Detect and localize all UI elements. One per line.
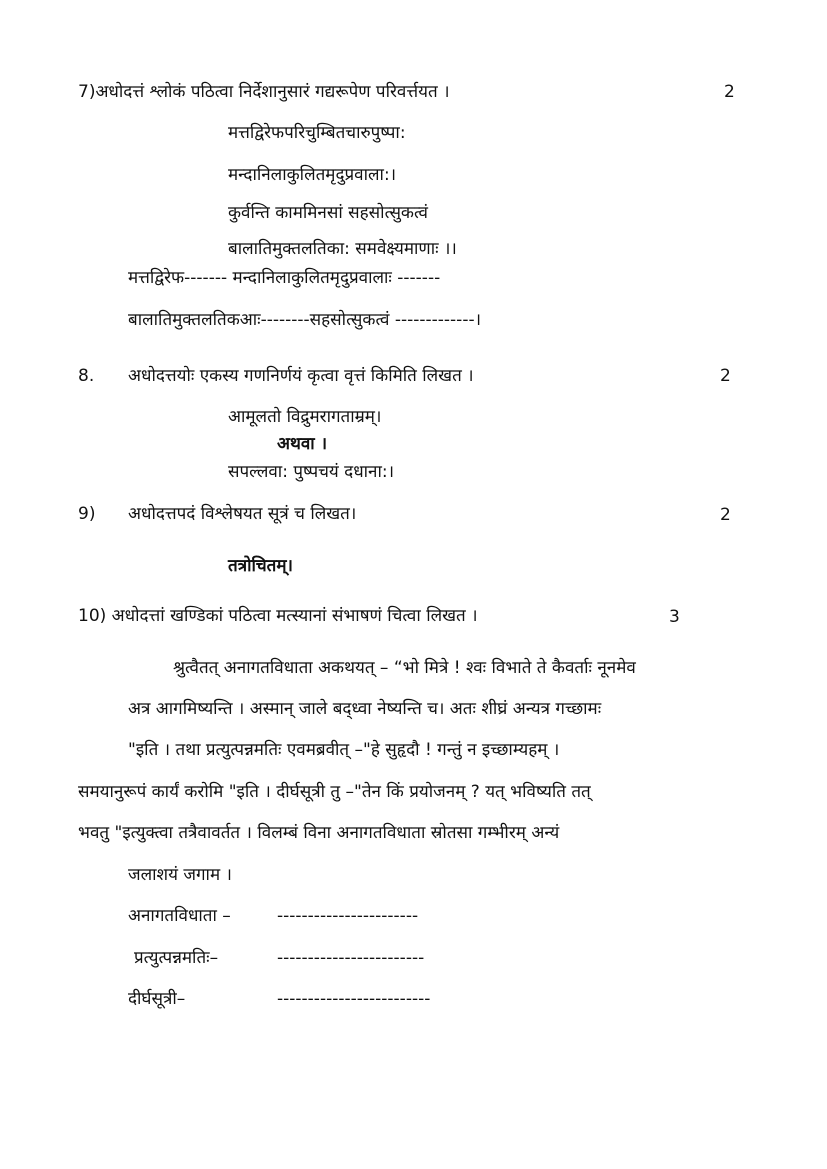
q10-passage-line-5: भवतु "इत्युक्त्वा तत्रैवावर्तत । विलम्बं विना अनागतविधाता स्रोतसा गम्भीरम् अन्यं	[78, 823, 560, 843]
q10-passage-line-3: "इति । तथा प्रत्युत्पन्नमतिः एवमब्रवीत् –"हे सुहृदौ ! गन्तुं न इच्छाम्यहम् ।	[128, 740, 560, 760]
q7-verse-line-4: बालातिमुक्तलतिका: समवेक्ष्यमाणाः ।।	[228, 239, 457, 259]
q7-answer-line-2: बालातिमुक्तलतिकआः--------सहसोत्सुकत्वं -------------।	[128, 310, 482, 330]
q7-verse-line-1: मत्तद्विरेफपरिचुम्बितचारुपुष्पा:	[228, 123, 406, 143]
q10-passage-line-2: अत्र आगमिष्यन्ति । अस्मान् जाले बद्ध्वा नेष्यन्ति च। अतः शीघ्रं अन्यत्र गच्छामः	[128, 699, 602, 719]
q10-answer-label-2: प्रत्युत्पन्नमतिः–	[134, 948, 219, 968]
q9-marks: 2	[720, 505, 731, 525]
q7-verse-line-3: कुर्वन्ति काममिनसां सहसोत्सुकत्वं	[228, 203, 428, 223]
q8-or-label: अथवा ।	[277, 434, 328, 454]
q10-answer-label-1: अनागतविधाता –	[128, 906, 231, 926]
q7-marks: 2	[724, 82, 735, 102]
q7-heading: 7)अधोदत्तं श्लोकं पठित्वा निर्देशानुसारं गद्यरूपेण परिवर्त्तयत ।	[78, 82, 450, 102]
q8-option-1: आमूलतो विद्रुमरागताम्रम्।	[228, 407, 382, 427]
q10-passage-line-4: समयानुरूपं कार्यं करोमि "इति । दीर्घसूत्री तु –"तेन किं प्रयोजनम् ? यत् भविष्यति तत्	[78, 782, 591, 802]
q9-word: तत्रोचितम्।	[228, 556, 293, 576]
q10-marks: 3	[669, 607, 680, 627]
q10-passage-line-1: श्रुत्वैतत् अनागतविधाता अकथयत् – “भो मित्रे ! श्वः विभाते ते कैवर्ताः नूनमेव	[173, 658, 636, 678]
q10-answer-blank-1: -----------------------	[277, 906, 419, 926]
q7-verse-line-2: मन्दानिलाकुलितमृदुप्रवाला:।	[228, 165, 397, 185]
q8-option-2: सपल्लवा: पुष्पचयं दधाना:।	[228, 462, 395, 482]
q10-passage-line-6: जलाशयं जगाम ।	[128, 865, 232, 885]
q7-answer-line-1: मत्तद्विरेफ------- मन्दानिलाकुलितमृदुप्रवालाः -------	[128, 268, 441, 288]
q9-number: 9)	[78, 504, 96, 524]
q10-answer-label-3: दीर्घसूत्री–	[128, 989, 186, 1009]
q8-marks: 2	[720, 366, 731, 386]
q8-number: 8.	[78, 366, 95, 386]
q8-text: अधोदत्तयोः एकस्य गणनिर्णयं कृत्वा वृत्तं किमिति लिखत ।	[128, 366, 474, 386]
q10-heading: 10) अधोदत्तां खण्डिकां पठित्वा मत्स्यानां संभाषणं चित्वा लिखत ।	[78, 606, 478, 626]
q9-text: अधोदत्तपदं विश्लेषयत सूत्रं च लिखत।	[128, 504, 357, 524]
q10-answer-blank-3: -------------------------	[277, 989, 431, 1009]
q10-answer-blank-2: ------------------------	[277, 948, 425, 968]
